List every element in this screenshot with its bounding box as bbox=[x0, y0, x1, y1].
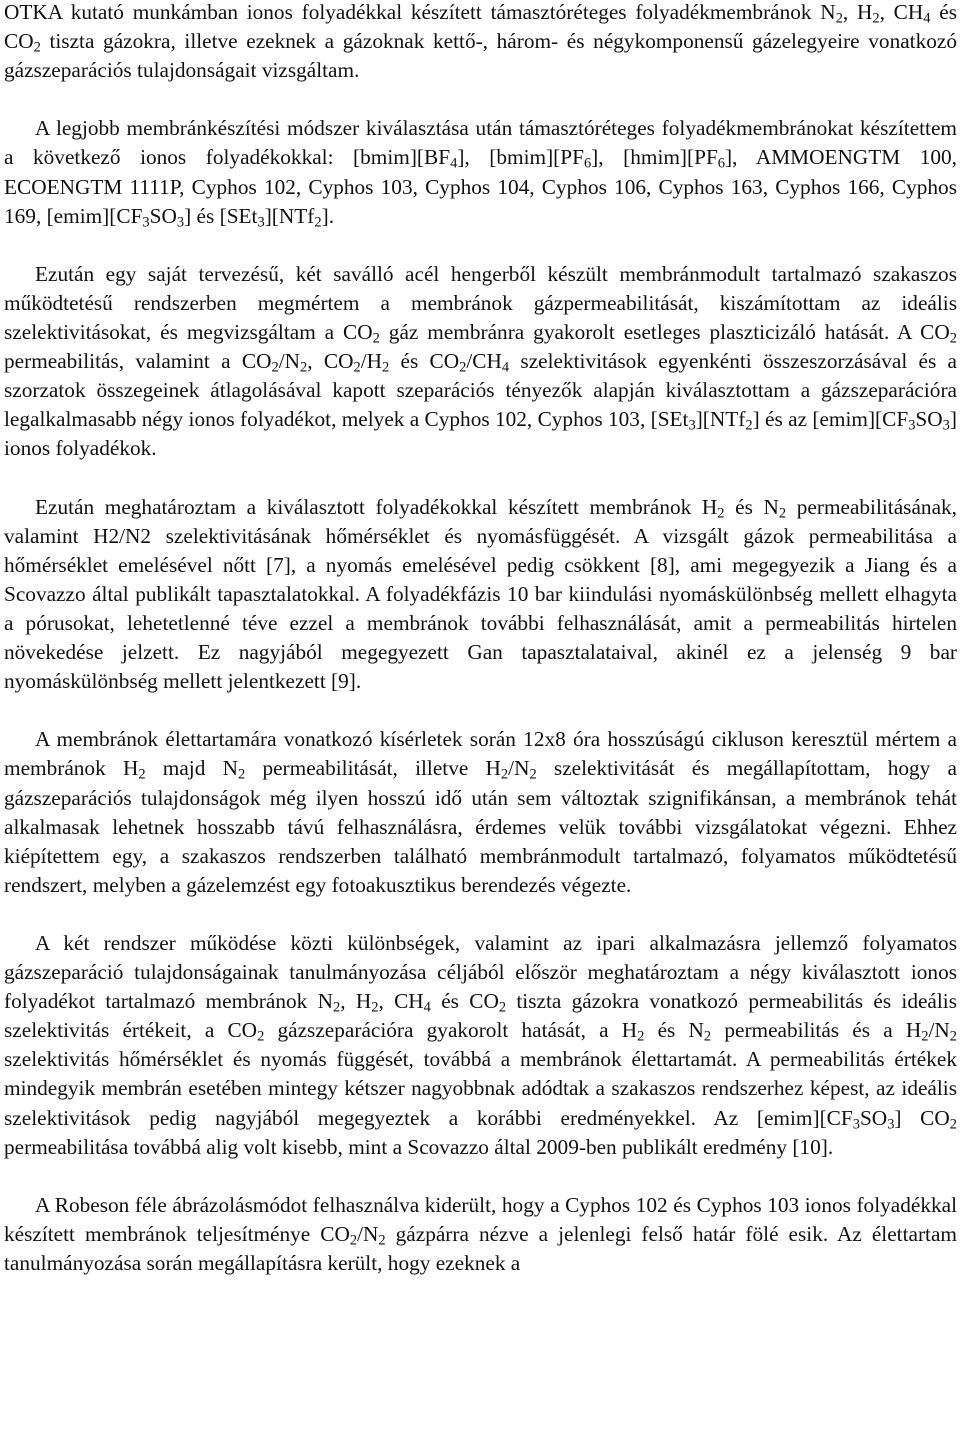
text-run: permeabilitásának, valamint H2/N2 szelektivitásának hőmérséklet és nyomásfüggését. A vizsgált gázok permeabilitása a hőmérséklet emelésével nőtt [7], a nyomás emelésével pedig csökkent [8], ami megegyezik a Jiang és a Scovazzo által publikált tapasztalatokkal. A folyadékfázis 10 bar kiindulási nyomáskülönbség mellett elhagyta a pórusokat, lehetetlenné téve ezzel a membránok további felhasználását, amit a permeabilitás hirtelen növekedése jelzett. Ez nagyjából megegyezett Gan tapasztalataival, akinél ez a jelenség 9 bar nyomáskülönbség mellett jelentkezett [9]. bbox=[4, 494, 957, 694]
subscript: 2 bbox=[872, 10, 880, 27]
subscript: 3 bbox=[142, 214, 150, 231]
text-run: A két rendszer működése közti különbségek, valamint az ipari alkalmazásra jellemző folyamatos gázszeparáció tulajdonságainak tanulmányozása céljából először meghatároztam a négy kiválasztott ionos folyadékot tartalmazó membránok N bbox=[4, 931, 957, 1014]
text-run: SO bbox=[859, 1105, 888, 1130]
text-run: /N bbox=[928, 1018, 950, 1043]
text-run: és CO bbox=[430, 989, 499, 1014]
text-run: ] és az [emim][CF bbox=[752, 407, 909, 432]
subscript: 2 bbox=[529, 767, 537, 784]
subscript: 2 bbox=[459, 359, 467, 376]
subscript: 2 bbox=[717, 505, 725, 522]
text-run: A Robeson féle ábrázolásmódot felhasználva kiderült, hogy a Cyphos 102 és Cyphos 103 ionos folyadékkal készített membránok teljesítménye CO bbox=[4, 1192, 957, 1246]
text-run: szelektivitását és megállapítottam, hogy a gázszeparációs tulajdonságok még ilyen hosszú idő után sem változtak szignifikánsan, a membránok tehát alkalmasak lehetnek hosszabb távú felhasználásra, érdemes velük további vizsgálatokat végezni. Ehhez kiépítettem egy, a szakaszos rendszerben található membránmodult tartalmazó, folyamatos működtetésű rendszert, melyben a gázelemzést egy fotoakusztikus berendezés végezte. bbox=[4, 756, 957, 897]
subscript: 4 bbox=[450, 156, 458, 173]
paragraph-intro bbox=[4, 0, 957, 85]
subscript: 2 bbox=[300, 359, 308, 376]
subscript: 2 bbox=[353, 359, 361, 376]
text-run: gázszeparációra gyakorolt hatását, a H bbox=[264, 1018, 638, 1043]
subscript: 2 bbox=[745, 417, 753, 434]
text-run: A legjobb membránkészítési módszer kiválasztása után támasztóréteges folyadékmembránokat készítettem a következő ionos folyadékokkal: [bmim][BF bbox=[4, 116, 957, 170]
text-run: OTKA kutató munkámban ionos folyadékkal készített támasztóréteges folyadékmembránok N bbox=[4, 0, 836, 24]
text-run: és N bbox=[644, 1018, 704, 1043]
text-run: és CO bbox=[389, 349, 460, 374]
subscript: 2 bbox=[703, 1028, 712, 1045]
text-run: A membránok élettartamára vonatkozó kísérletek során 12x8 óra hosszúságú cikluson keresztül mértem a membránok H bbox=[4, 727, 957, 781]
text-run: permeabilitás és a H bbox=[711, 1018, 922, 1043]
text-run: /N bbox=[357, 1221, 379, 1246]
paragraph-lifetime bbox=[4, 725, 957, 900]
subscript: 3 bbox=[688, 417, 696, 434]
subscript: 2 bbox=[33, 39, 41, 56]
subscript: 2 bbox=[271, 359, 279, 376]
text-run: , CH bbox=[378, 989, 424, 1014]
subscript: 2 bbox=[778, 505, 787, 522]
subscript: 3 bbox=[908, 417, 916, 434]
subscript: 2 bbox=[382, 359, 390, 376]
text-run: /CH bbox=[466, 349, 502, 374]
text-run: permeabilitását, illetve H bbox=[245, 756, 501, 781]
text-run: szelektivitások egyenkénti összeszorzásával és a szorzatok összegeinek átlagolásával kapott szeparációs tényezők alapján kiválasztottam a gázszeparációra legalkalmasabb négy ionos folyadékot, melyek a Cyphos 102, Cyphos 103, [SEt bbox=[4, 349, 958, 432]
subscript: 3 bbox=[257, 214, 265, 231]
subscript: 2 bbox=[498, 999, 507, 1016]
subscript: 2 bbox=[378, 1232, 386, 1249]
subscript: 2 bbox=[921, 1028, 929, 1045]
paragraph-robeson bbox=[4, 1191, 957, 1278]
subscript: 2 bbox=[949, 1028, 957, 1045]
subscript: 3 bbox=[887, 1116, 895, 1133]
subscript: 4 bbox=[501, 359, 510, 376]
text-run: ] ionos folyadékok. bbox=[4, 407, 957, 461]
subscript: 4 bbox=[423, 999, 431, 1016]
text-run: ], AMMOENGTM 100, ECOENGTM 1111P, Cyphos 102, Cyphos 103, Cyphos 104, Cyphos 106, Cyphos 163, Cyphos 166, Cyphos 169, [emim][CF bbox=[4, 145, 957, 228]
subscript: 2 bbox=[237, 767, 246, 784]
text-run: ][NTf bbox=[695, 407, 746, 432]
text-run: tiszta gázokra vonatkozó permeabilitás és ideális szelektivitás értékeit, a CO bbox=[4, 989, 958, 1043]
subscript: 2 bbox=[314, 214, 322, 231]
text-run: , CH bbox=[879, 0, 924, 24]
text-run: /N bbox=[278, 349, 301, 374]
text-run: szelektivitás hőmérséklet és nyomás függését, továbbá a membránok élettartamát. A permeabilitás értékek mindegyik membrán esetében mintegy kétszer nagyobbnak adódtak a szakaszos rendszerhez képest, az ideális szelektivitások pedig nagyjából megegyeztek a korábbi eredményekkel. Az [emim][CF bbox=[4, 1047, 957, 1130]
paragraph-continuous-system bbox=[4, 929, 957, 1162]
subscript: 2 bbox=[949, 1116, 957, 1133]
text-run: permeabilitás, valamint a CO bbox=[4, 349, 272, 374]
subscript: 6 bbox=[583, 156, 592, 173]
text-run: ][NTf bbox=[264, 203, 315, 228]
subscript: 2 bbox=[372, 330, 380, 347]
text-run: ] és [SEt bbox=[184, 203, 258, 228]
text-run: Ezután meghatároztam a kiválasztott folyadékokkal készített membránok H bbox=[35, 494, 718, 519]
text-run: , H bbox=[340, 989, 372, 1014]
text-run: SO bbox=[149, 203, 177, 228]
text-run: tiszta gázokra, illetve ezeknek a gázoknak kettő-, három- és négykomponensű gázelegyeire vonatkozó gázszeparációs tulajdonságait vizsgáltam. bbox=[4, 29, 957, 83]
subscript: 2 bbox=[332, 999, 341, 1016]
text-run: SO bbox=[915, 407, 943, 432]
text-run: majd N bbox=[145, 756, 238, 781]
subscript: 3 bbox=[852, 1116, 860, 1133]
text-run: és N bbox=[724, 494, 779, 519]
document-page bbox=[4, 0, 957, 1278]
paragraph-membrane-preparation bbox=[4, 114, 957, 230]
subscript: 2 bbox=[138, 767, 146, 784]
text-run: , H bbox=[842, 0, 873, 24]
text-run: ] CO bbox=[894, 1105, 950, 1130]
subscript: 2 bbox=[500, 767, 509, 784]
paragraph-permeability-selection bbox=[4, 260, 957, 464]
subscript: 2 bbox=[349, 1232, 358, 1249]
text-run: , CO bbox=[307, 349, 354, 374]
subscript: 6 bbox=[717, 156, 726, 173]
subscript: 2 bbox=[949, 330, 958, 347]
text-run: ]. bbox=[321, 203, 335, 228]
text-run: permeabilitása továbbá alig volt kisebb, mint a Scovazzo által 2009-ben publikált eredmény [10]. bbox=[4, 1134, 834, 1159]
text-run: /H bbox=[360, 349, 382, 374]
text-run: gáz membránra gyakorolt esetleges plaszticizáló hatását. A CO bbox=[379, 320, 950, 345]
subscript: 2 bbox=[371, 999, 379, 1016]
subscript: 2 bbox=[257, 1028, 265, 1045]
text-run: ], [bmim][PF bbox=[457, 145, 584, 170]
text-run: Ezután egy saját tervezésű, két saválló acél hengerből készült membránmodult tartalmazó szakaszos működtetésű rendszerben megmértem a membránok gázpermeabilitását, kiszámítottam az ideális szelektivitásokat, és megvizsgáltam a CO bbox=[4, 261, 957, 345]
text-run: ], [hmim][PF bbox=[591, 145, 718, 170]
text-run: és CO bbox=[4, 0, 957, 54]
subscript: 3 bbox=[176, 214, 185, 231]
subscript: 4 bbox=[923, 10, 931, 27]
subscript: 2 bbox=[637, 1028, 645, 1045]
subscript: 3 bbox=[942, 417, 950, 434]
subscript: 2 bbox=[835, 10, 843, 27]
text-run: /N bbox=[508, 756, 530, 781]
paragraph-temperature-pressure bbox=[4, 493, 957, 697]
text-run: gázpárra nézve a jelenlegi felső határ fölé esik. Az élettartam tanulmányozása során megállapításra került, hogy ezeknek a bbox=[4, 1221, 957, 1276]
